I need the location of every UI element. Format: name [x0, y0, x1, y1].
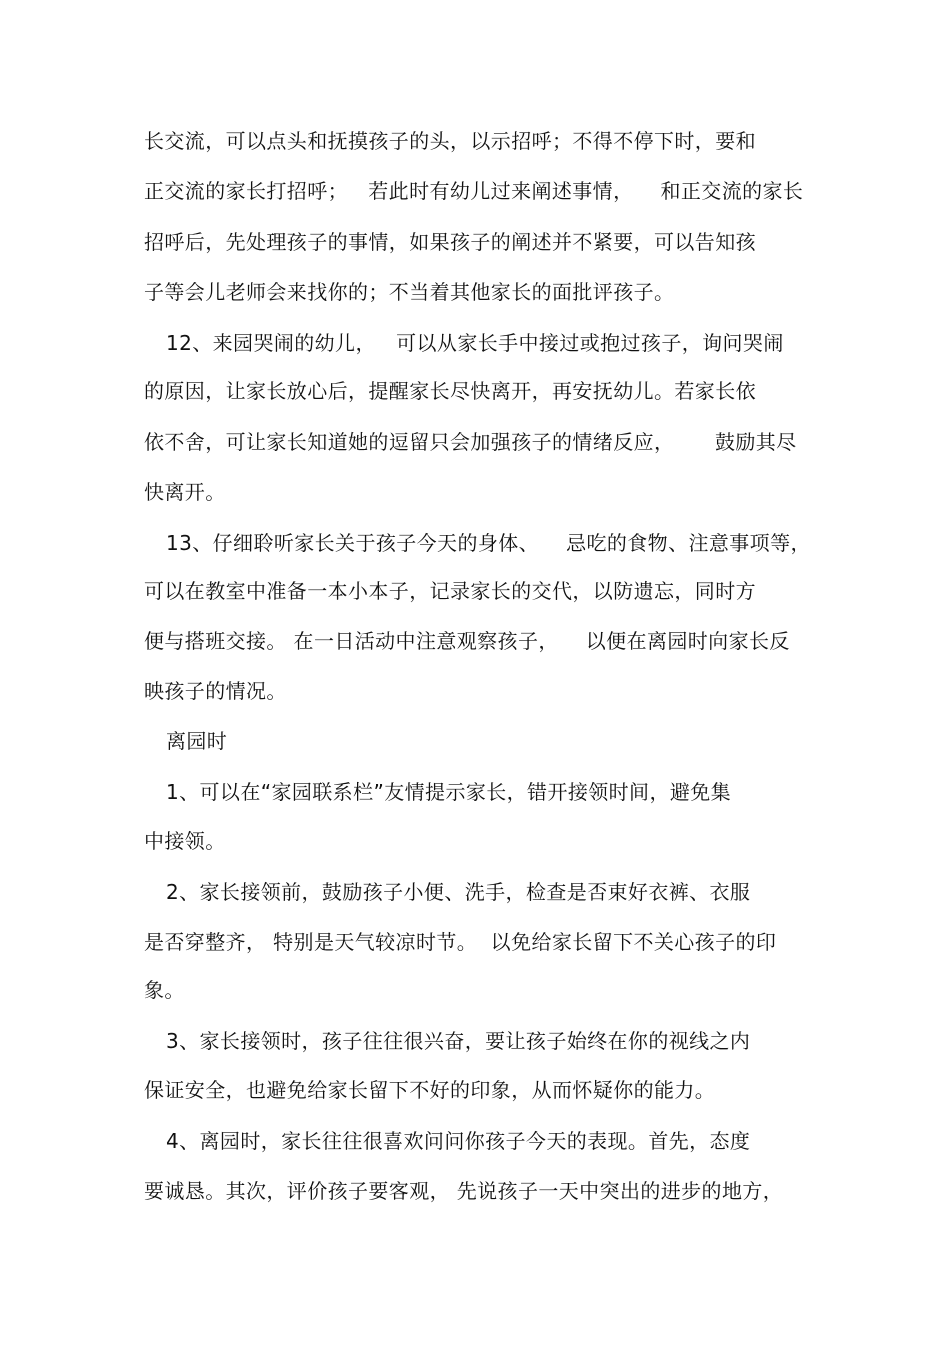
paragraph-3-start: 3、家长接领时，孩子往往很兴奋，要让孩子始终在你的视线之内	[166, 1029, 751, 1053]
paragraph-1-start: 1、可以在“家园联系栏”友情提示家长，错开接领时间，避免集	[166, 780, 732, 804]
paragraph-12-start: 12、来园哭闹的幼儿， 可以从家长手中接过或抱过孩子，询问哭闹	[166, 331, 784, 355]
text-line: 便与搭班交接。 在一日活动中注意观察孩子， 以便在离园时向家长反	[144, 629, 790, 653]
section-heading: 离园时	[166, 729, 228, 753]
text-line: 依不舍，可让家长知道她的逗留只会加强孩子的情绪反应， 鼓励其尽	[144, 430, 797, 454]
text-line: 要诚恳。其次，评价孩子要客观， 先说孩子一天中突出的进步的地方，	[144, 1179, 784, 1203]
paragraph-2-start: 2、家长接领前，鼓励孩子小便、洗手，检查是否束好衣裤、衣服	[166, 880, 751, 904]
text-line: 中接领。	[144, 829, 226, 853]
text-line: 保证安全，也避免给家长留下不好的印象，从而怀疑你的能力。	[144, 1078, 716, 1102]
text-line: 是否穿整齐， 特别是天气较凉时节。 以免给家长留下不关心孩子的印	[144, 930, 777, 954]
text-line: 快离开。	[144, 480, 226, 504]
text-line: 长交流，可以点头和抚摸孩子的头，以示招呼；不得不停下时，要和	[144, 129, 756, 153]
text-line: 象。	[144, 978, 185, 1002]
text-line: 招呼后，先处理孩子的事情，如果孩子的阐述并不紧要，可以告知孩	[144, 230, 756, 254]
text-line: 的原因，让家长放心后，提醒家长尽快离开，再安抚幼儿。若家长依	[144, 379, 756, 403]
text-line: 可以在教室中准备一本小本子，记录家长的交代，以防遗忘，同时方	[144, 579, 756, 603]
text-line: 映孩子的情况。	[144, 679, 287, 703]
paragraph-4-start: 4、离园时，家长往往很喜欢问问你孩子今天的表现。首先，态度	[166, 1129, 751, 1153]
paragraph-13-start: 13、仔细聆听家长关于孩子今天的身体、 忌吃的食物、注意事项等，	[166, 531, 811, 555]
text-line: 子等会儿老师会来找你的；不当着其他家长的面批评孩子。	[144, 280, 675, 304]
text-line: 正交流的家长打招呼； 若此时有幼儿过来阐述事情， 和正交流的家长	[144, 179, 804, 203]
